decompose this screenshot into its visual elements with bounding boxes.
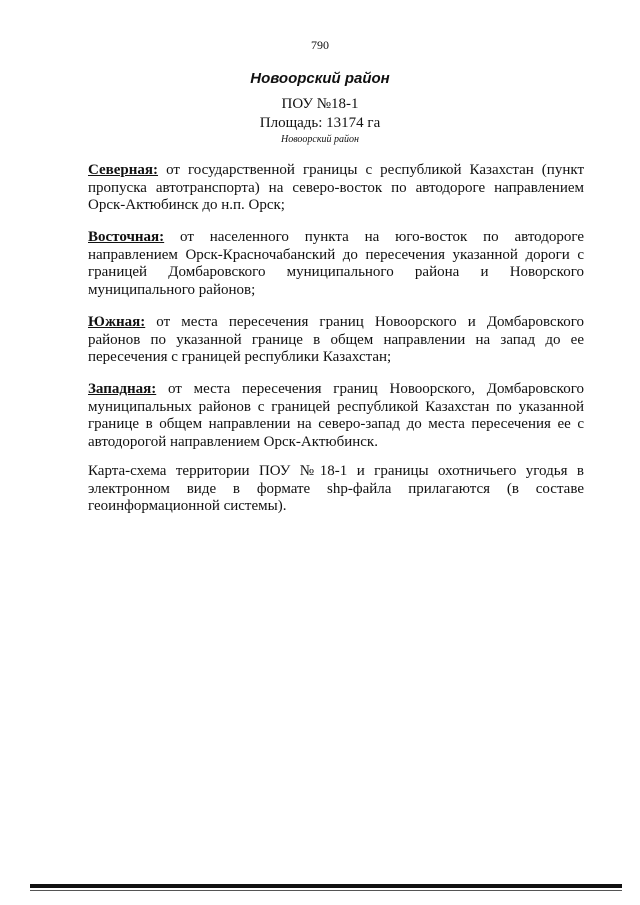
bottom-rule	[30, 884, 622, 888]
pou-number: ПОУ №18-1	[281, 96, 359, 112]
west-border-text: от места пересечения границ Новоорского, Домбаровского муниципальных районов с границей республикой Казахстан по указанной границе в общем направлении на северо-запад до места пересечения ее с автодорогой направлением Орск-Актюбинск.	[88, 381, 584, 450]
map-attachment-note: Карта-схема территории ПОУ №18-1 и границы охотничьего угодья в электронном виде в формате shp-файла прилагаются (в составе геоинформационной системы).	[88, 463, 584, 515]
north-border-label: Северная:	[88, 162, 159, 178]
north-border-paragraph	[88, 162, 584, 215]
bottom-rule-thin	[30, 890, 622, 891]
east-border-text: от населенного пункта на юго-восток по автодороге направлением Орск-Красночабанский до пересечения указанной дороги с границей Домбаровского муниципального района и Новорского муниципального районов;	[88, 229, 584, 298]
east-border-paragraph	[88, 229, 584, 299]
south-border-text: от места пересечения границ Новоорского и Домбаровского районов по указанной границе в общем направлении на запад до ее пересечения с границей республики Казахстан;	[88, 314, 584, 366]
east-border-label: Восточная:	[88, 229, 165, 245]
district-note: Новоорский район	[280, 134, 359, 145]
west-border-label: Западная:	[88, 381, 157, 397]
area-value: Площадь: 13174 га	[259, 115, 381, 131]
north-border-text: от государственной границы с республикой Казахстан (пункт пропуска автотранспорта) на северо-восток по автодороге направлением Орск-Актюбинск до н.п. Орск;	[88, 162, 584, 214]
district-title: Новоорский район	[250, 70, 390, 87]
west-border-paragraph	[88, 381, 584, 451]
south-border-paragraph	[88, 314, 584, 367]
south-border-label: Южная:	[88, 314, 146, 330]
page-number: 790	[311, 38, 329, 52]
